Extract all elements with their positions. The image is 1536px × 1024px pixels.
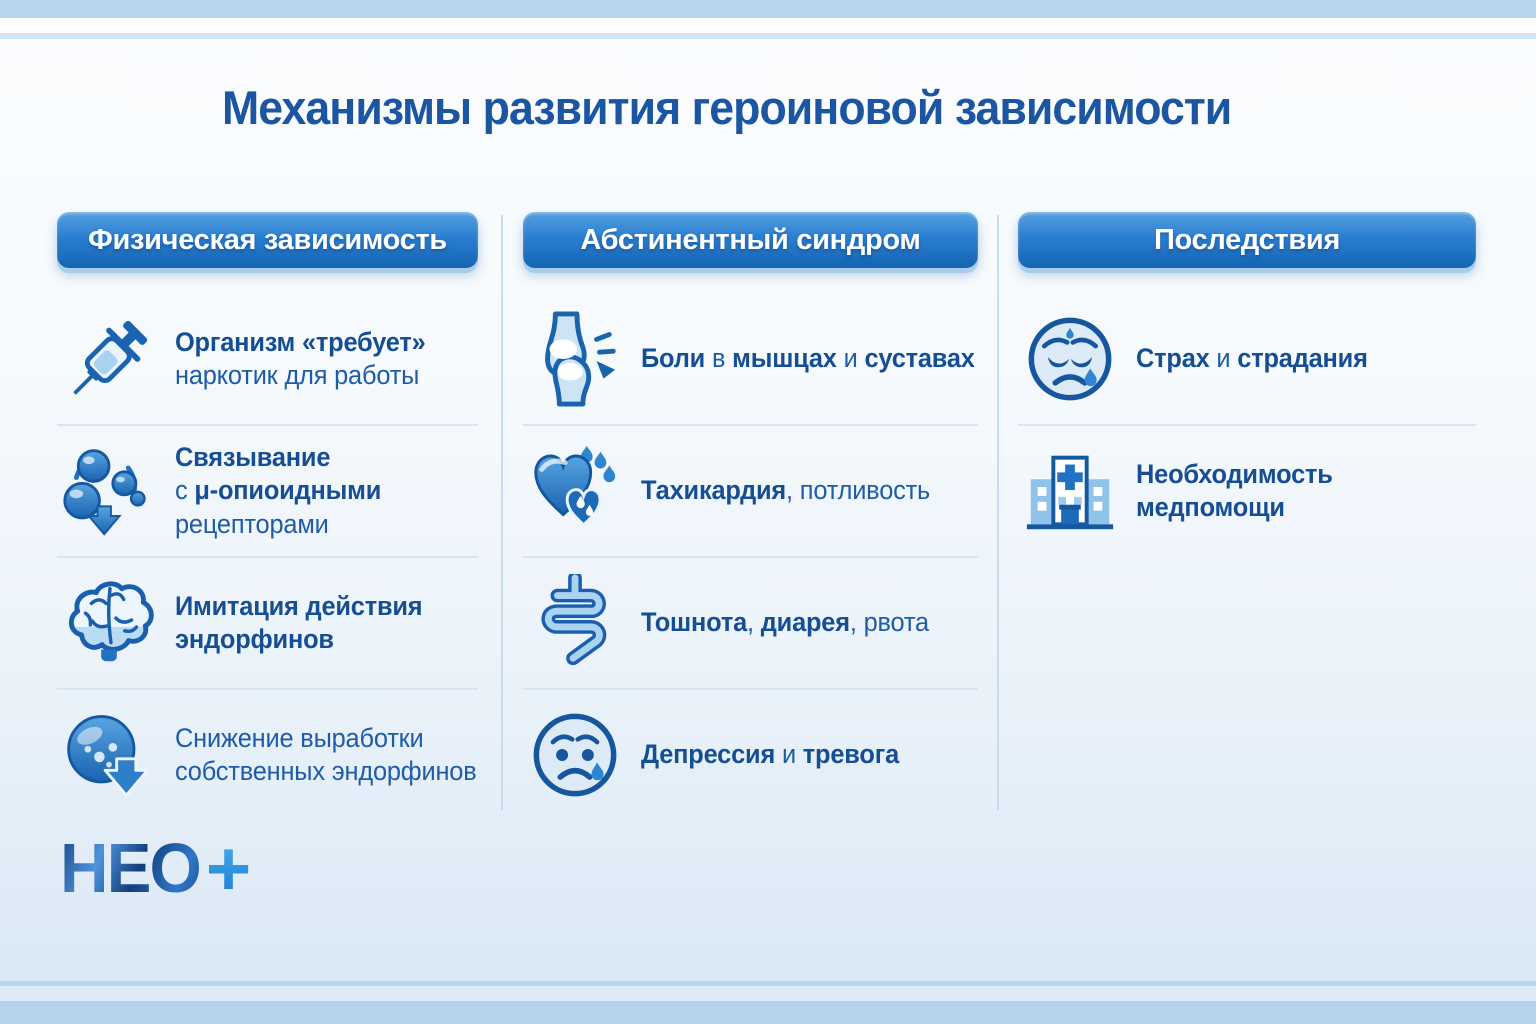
- top-border-gap: [0, 18, 1536, 33]
- list-item: [1018, 426, 1476, 556]
- brain-icon: [57, 573, 161, 673]
- hearts-icon: [523, 441, 627, 541]
- column-divider: [997, 215, 999, 810]
- hospital-icon: [1018, 441, 1122, 541]
- sphere-arrow-icon: [57, 705, 161, 805]
- column-items: [523, 294, 978, 820]
- item-text: Тахикардия, потливость: [641, 475, 931, 506]
- item-text: Необходимость медпомощи: [1136, 458, 1333, 522]
- list-item: [523, 426, 978, 558]
- list-item: [57, 558, 478, 690]
- bottom-border-bar: [0, 1001, 1536, 1024]
- item-text: Тошнота, диарея, рвота: [641, 607, 929, 638]
- page-title: Механизмы развития героиновой зависимости: [222, 81, 1232, 134]
- neo-plus-logo: [60, 824, 252, 912]
- worried-face-icon: [1018, 309, 1122, 409]
- list-item: [523, 294, 978, 426]
- joint-icon: [523, 309, 627, 409]
- column-divider: [501, 215, 503, 810]
- syringe-icon: [57, 309, 161, 409]
- sad-face-icon: [523, 705, 627, 805]
- top-accent-line: [0, 33, 1536, 39]
- column-items: [1018, 294, 1476, 556]
- item-text: Организм «требует» наркотик для работы: [175, 326, 426, 390]
- intestines-icon: [523, 573, 627, 673]
- column-withdrawal-syndrome: [523, 212, 978, 820]
- logo-text: НЕО: [60, 829, 200, 907]
- item-text: Боли в мышцах и суставах: [641, 343, 975, 374]
- item-text: Страх и страдания: [1136, 343, 1368, 374]
- column-header: Физическая зависимость: [57, 212, 478, 268]
- item-text: Связывание с μ-опиоидными рецепторами: [175, 442, 382, 539]
- item-text: Снижение выработки собственных эндорфинов: [175, 722, 477, 787]
- item-text: Имитация действия эндорфинов: [175, 590, 423, 655]
- list-item: [1018, 294, 1476, 426]
- column-header: Абстинентный синдром: [523, 212, 978, 268]
- list-item: [57, 426, 478, 558]
- column-consequences: [1018, 212, 1476, 556]
- column-physical-dependence: [57, 212, 478, 820]
- bottom-border-gap: [0, 986, 1536, 1001]
- column-header: Последствия: [1018, 212, 1476, 268]
- top-border-bar: [0, 0, 1536, 18]
- list-item: [523, 690, 978, 820]
- list-item: [523, 558, 978, 690]
- column-items: [57, 294, 478, 820]
- list-item: [57, 690, 478, 820]
- plus-icon: +: [205, 824, 252, 912]
- item-text: Депрессия и тревога: [641, 739, 900, 770]
- list-item: [57, 294, 478, 426]
- molecules-icon: [57, 441, 161, 541]
